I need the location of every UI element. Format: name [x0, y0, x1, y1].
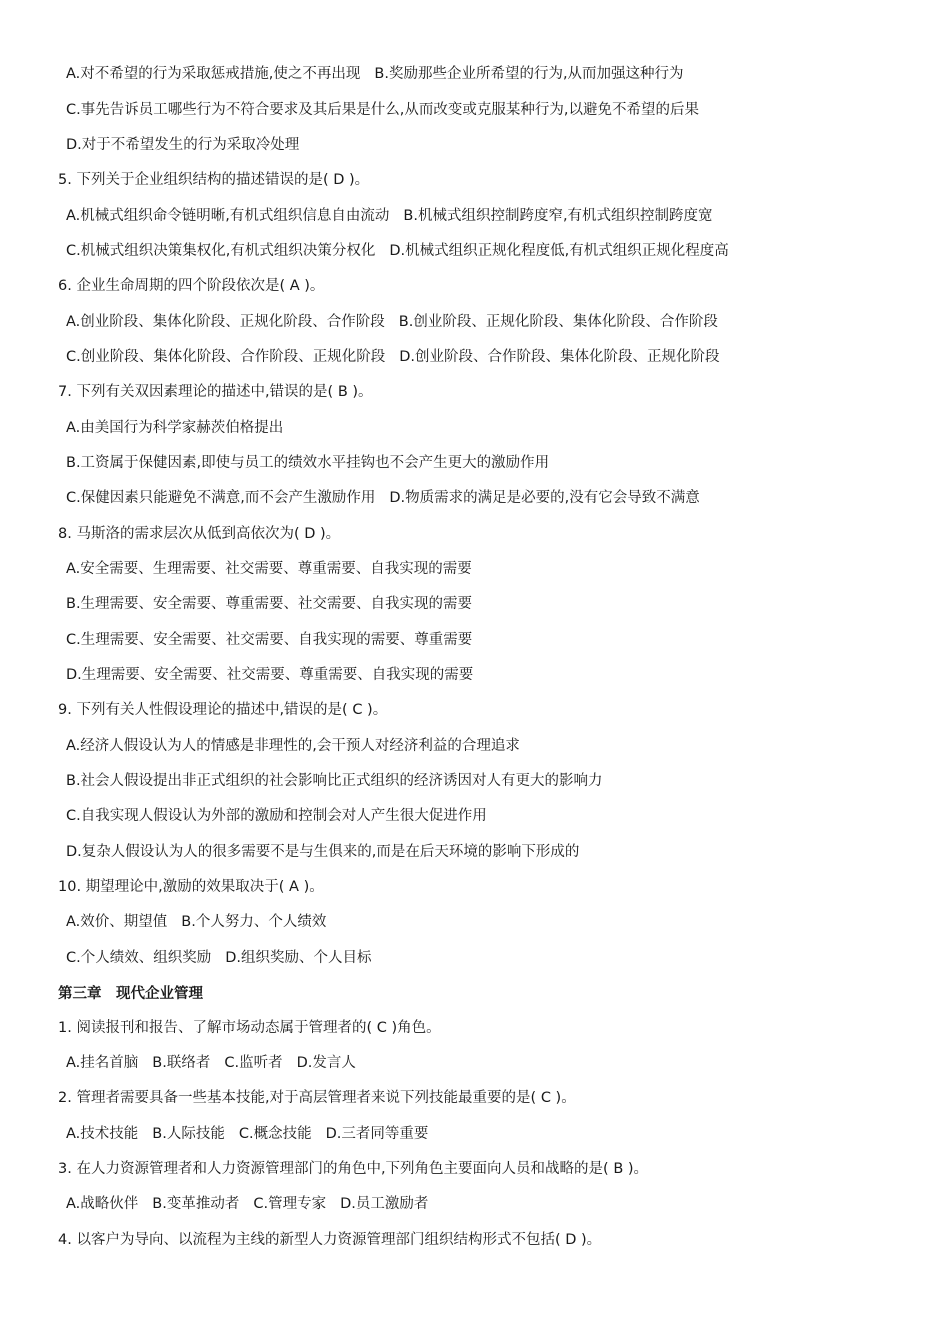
question-line	[58, 168, 930, 192]
question-line	[58, 1016, 930, 1040]
option-line	[66, 910, 930, 934]
question-text: 6. 企业生命周期的四个阶段依次是( A )。	[58, 278, 325, 294]
option-line	[66, 98, 930, 122]
option-text: A.经济人假设认为人的情感是非理性的,会干预人对经济利益的合理追求	[66, 738, 520, 754]
option-text: D.机械式组织正规化程度低,有机式组织正规化程度高	[389, 243, 729, 259]
option-line	[66, 133, 930, 157]
option-text: B.社会人假设提出非正式组织的社会影响比正式组织的经济诱因对人有更大的影响力	[66, 773, 603, 789]
option-line	[66, 592, 930, 616]
option-text: C.概念技能	[238, 1126, 312, 1142]
option-text: B.生理需要、安全需要、尊重需要、社交需要、自我实现的需要	[66, 596, 473, 612]
option-text: B.工资属于保健因素,即使与员工的绩效水平挂钩也不会产生更大的激励作用	[66, 455, 550, 471]
option-line	[66, 1192, 930, 1216]
option-text: C.事先告诉员工哪些行为不符合要求及其后果是什么,从而改变或克服某种行为,以避免不希望的后果	[66, 102, 699, 118]
question-text: 1. 阅读报刊和报告、了解市场动态属于管理者的( C )角色。	[58, 1020, 441, 1036]
option-text: A.安全需要、生理需要、社交需要、尊重需要、自我实现的需要	[66, 561, 472, 577]
option-line	[66, 663, 930, 687]
option-text: A.机械式组织命令链明晰,有机式组织信息自由流动	[66, 208, 390, 224]
option-text: D.员工激励者	[340, 1196, 429, 1212]
question-text: 4. 以客户为导向、以流程为主线的新型人力资源管理部门组织结构形式不包括( D )。	[58, 1232, 602, 1248]
option-text: C.个人绩效、组织奖励	[66, 950, 212, 966]
option-text: A.创业阶段、集体化阶段、正规化阶段、合作阶段	[66, 314, 385, 330]
option-line	[66, 557, 930, 581]
option-text: C.自我实现人假设认为外部的激励和控制会对人产生很大促进作用	[66, 808, 487, 824]
option-line	[66, 946, 930, 970]
section-heading	[58, 982, 930, 1006]
option-text: A.由美国行为科学家赫茨伯格提出	[66, 420, 284, 436]
question-text: 10. 期望理论中,激励的效果取决于( A )。	[58, 879, 324, 895]
option-text: A.技术技能	[66, 1126, 139, 1142]
option-text: B.机械式组织控制跨度窄,有机式组织控制跨度宽	[403, 208, 713, 224]
option-text: B.人际技能	[152, 1126, 225, 1142]
option-line	[66, 416, 930, 440]
question-line	[58, 1228, 930, 1252]
question-text: 8. 马斯洛的需求层次从低到高依次为( D )。	[58, 526, 341, 542]
option-line	[66, 486, 930, 510]
option-line	[66, 1051, 930, 1075]
option-line	[66, 345, 930, 369]
option-text: B.变革推动者	[152, 1196, 240, 1212]
question-text: 9. 下列有关人性假设理论的描述中,错误的是( C )。	[58, 702, 388, 718]
option-text: C.创业阶段、集体化阶段、合作阶段、正规化阶段	[66, 349, 386, 365]
option-line	[66, 310, 930, 334]
question-line	[58, 1086, 930, 1110]
option-line	[66, 62, 930, 86]
option-line	[66, 840, 930, 864]
option-text: B.创业阶段、正规化阶段、集体化阶段、合作阶段	[398, 314, 718, 330]
question-text: 2. 管理者需要具备一些基本技能,对于高层管理者来说下列技能最重要的是( C )。	[58, 1090, 576, 1106]
question-line	[58, 522, 930, 546]
question-line	[58, 1157, 930, 1181]
option-text: D.生理需要、安全需要、社交需要、尊重需要、自我实现的需要	[66, 667, 474, 683]
question-text: 7. 下列有关双因素理论的描述中,错误的是( B )。	[58, 384, 373, 400]
option-text: C.监听者	[224, 1055, 283, 1071]
option-text: C.保健因素只能避免不满意,而不会产生激励作用	[66, 490, 376, 506]
option-text: D.创业阶段、合作阶段、集体化阶段、正规化阶段	[399, 349, 720, 365]
option-line	[66, 769, 930, 793]
option-text: C.管理专家	[253, 1196, 327, 1212]
option-text: A.效价、期望值	[66, 914, 168, 930]
question-text: 5. 下列关于企业组织结构的描述错误的是( D )。	[58, 172, 370, 188]
option-text: D.发言人	[296, 1055, 356, 1071]
option-line	[66, 804, 930, 828]
question-line	[58, 274, 930, 298]
option-text: D.对于不希望发生的行为采取冷处理	[66, 137, 300, 153]
option-line	[66, 734, 930, 758]
option-text: D.组织奖励、个人目标	[225, 950, 372, 966]
option-text: B.联络者	[152, 1055, 211, 1071]
option-line	[66, 628, 930, 652]
option-text: A.挂名首脑	[66, 1055, 139, 1071]
option-text: A.战略伙伴	[66, 1196, 139, 1212]
question-line	[58, 698, 930, 722]
option-text: D.复杂人假设认为人的很多需要不是与生俱来的,而是在后天环境的影响下形成的	[66, 844, 580, 860]
question-line	[58, 875, 930, 899]
option-text: B.个人努力、个人绩效	[181, 914, 327, 930]
option-line	[66, 204, 930, 228]
option-text: D.三者同等重要	[325, 1126, 429, 1142]
heading-text: 第三章 现代企业管理	[58, 986, 203, 1002]
option-line	[66, 1122, 930, 1146]
option-line	[66, 239, 930, 263]
option-line	[66, 451, 930, 475]
question-line	[58, 380, 930, 404]
option-text: C.机械式组织决策集权化,有机式组织决策分权化	[66, 243, 376, 259]
option-text: D.物质需求的满足是必要的,没有它会导致不满意	[389, 490, 700, 506]
question-text: 3. 在人力资源管理者和人力资源管理部门的角色中,下列角色主要面向人员和战略的是( B )。	[58, 1161, 649, 1177]
option-text: B.奖励那些企业所希望的行为,从而加强这种行为	[374, 66, 684, 82]
option-text: A.对不希望的行为采取惩戒措施,使之不再出现	[66, 66, 361, 82]
option-text: C.生理需要、安全需要、社交需要、自我实现的需要、尊重需要	[66, 632, 473, 648]
